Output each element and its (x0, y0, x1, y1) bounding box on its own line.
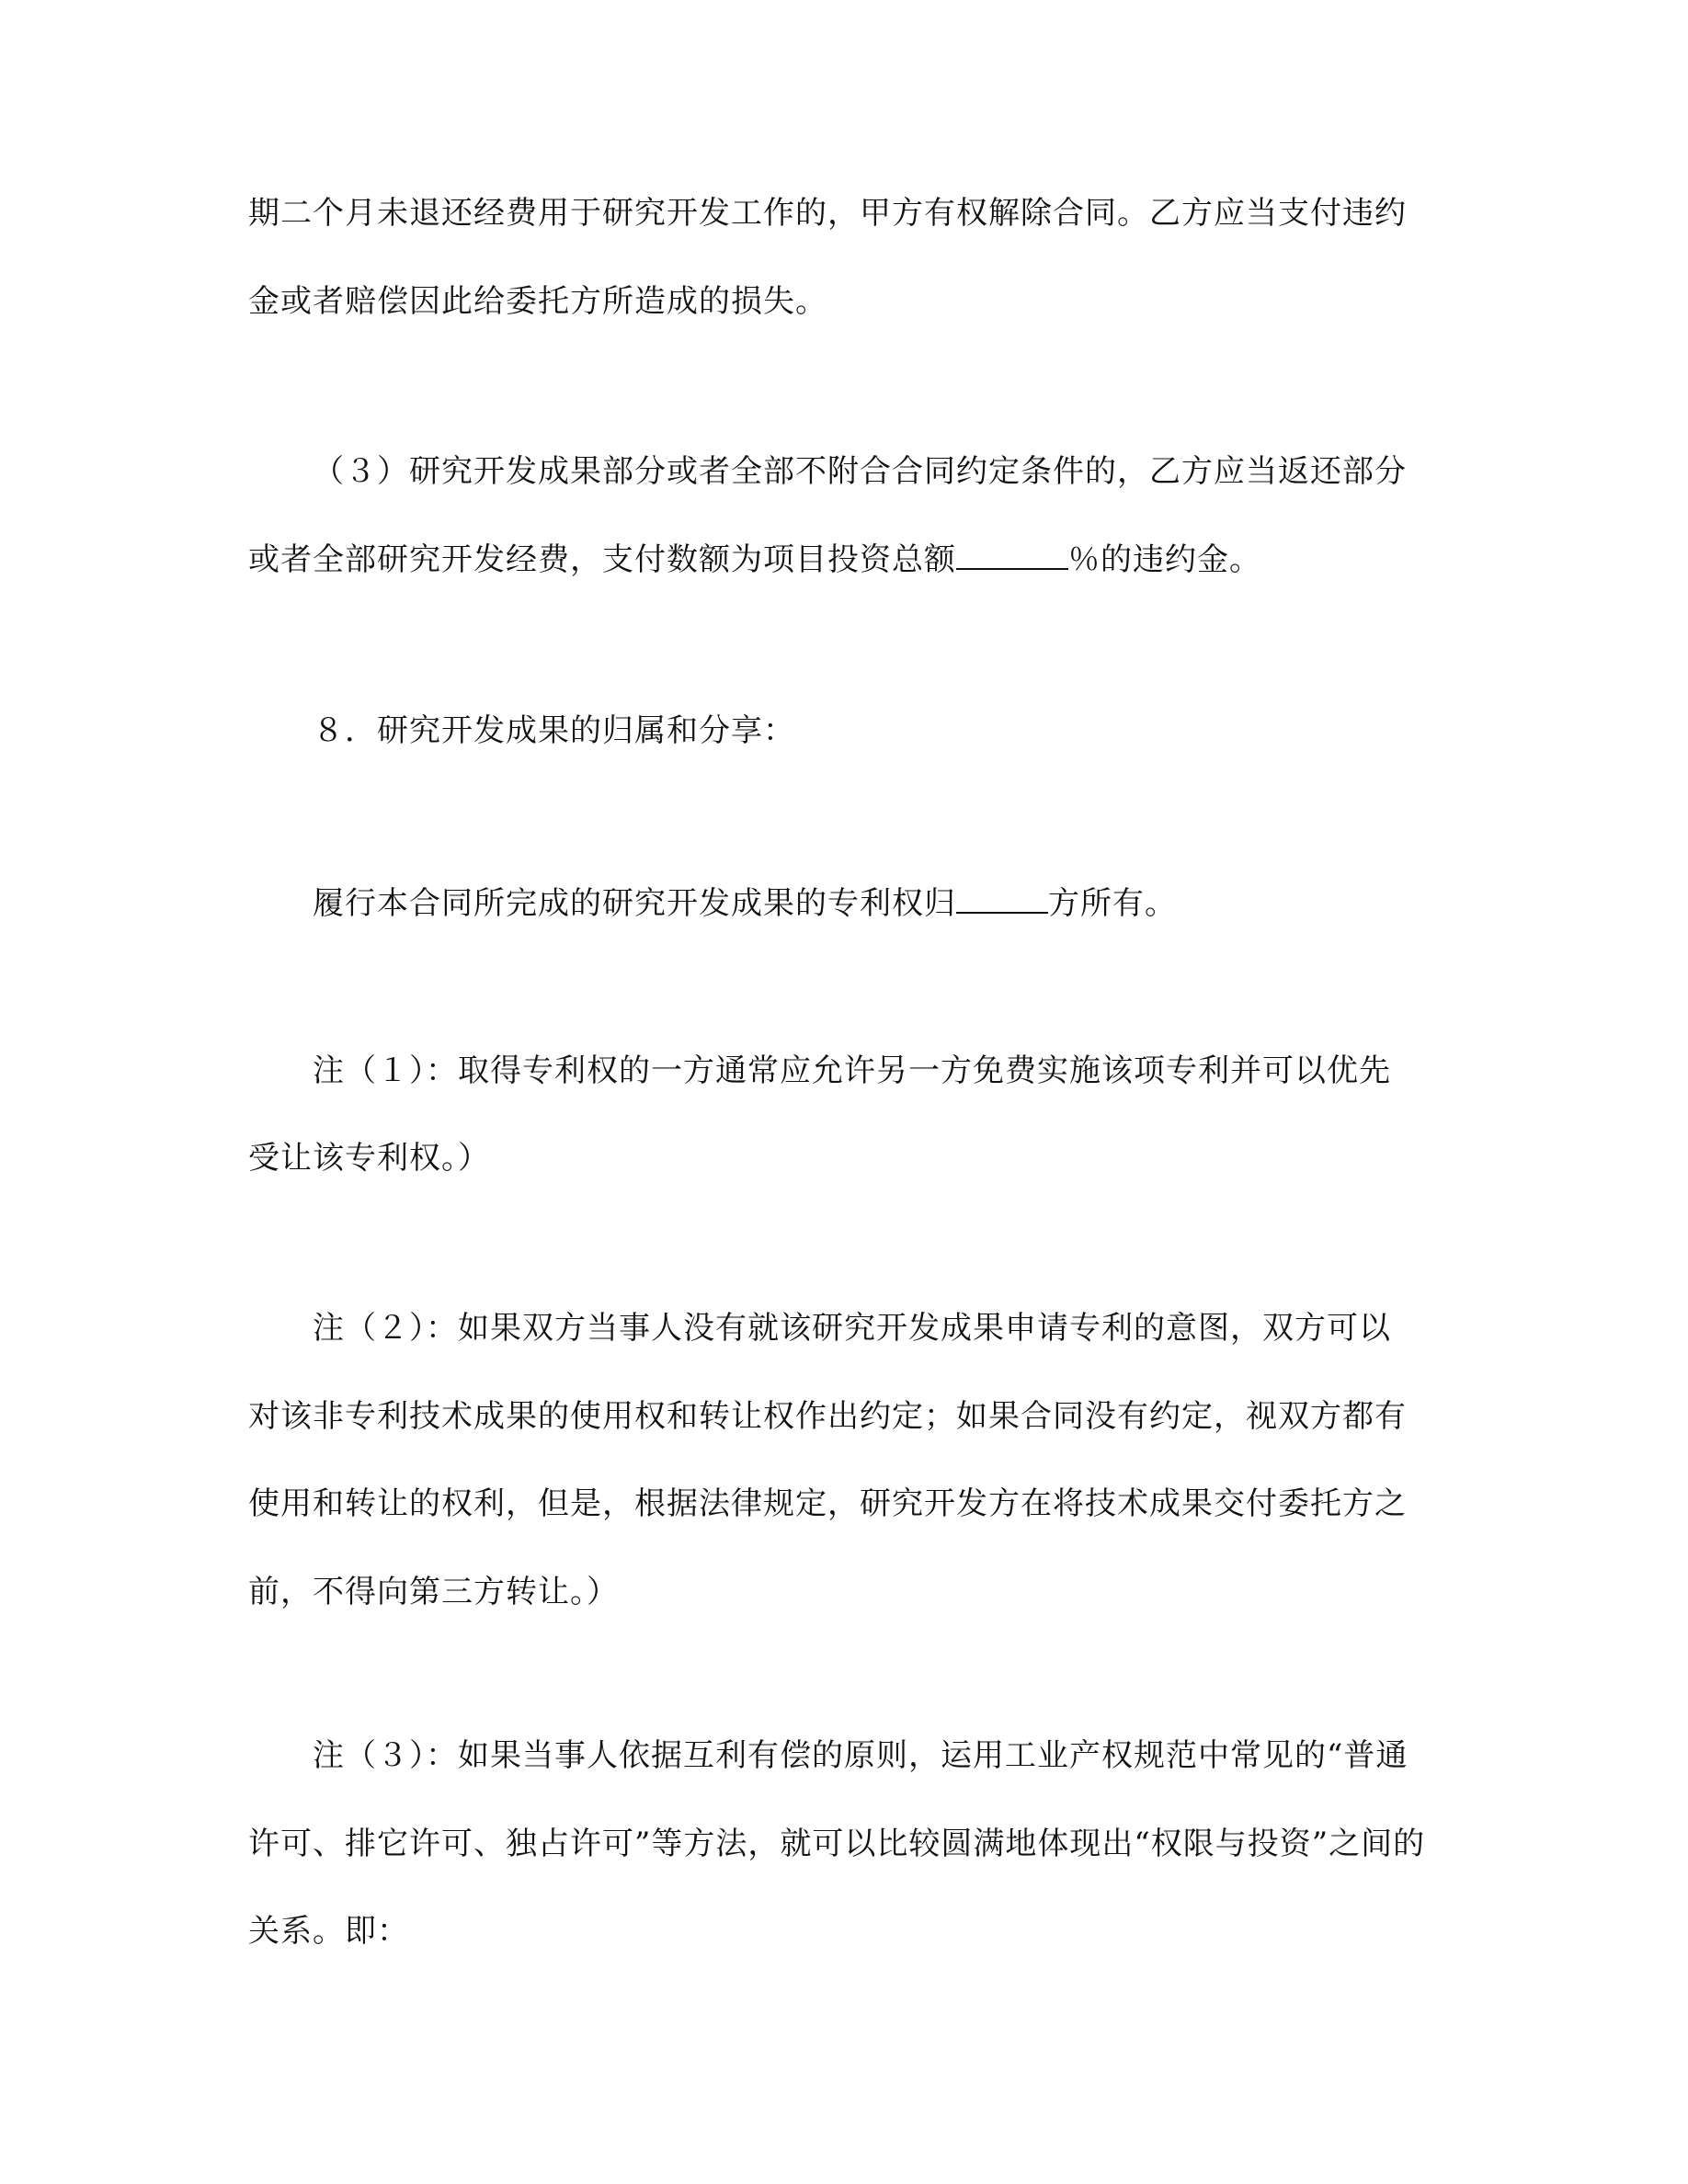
text-line (248, 195, 1443, 232)
line-text: 注（２）：如果双方当事人没有就该研究开发成果申请专利的意图，双方可以 (313, 1310, 1391, 1347)
text-line (248, 1140, 1443, 1177)
line-text: 许可、排它许可、独占许可”等方法，就可以比较圆满地体现出“权限与投资”之间的 (248, 1826, 1426, 1862)
line-text: 期二个月未退还经费用于研究开发工作的，甲方有权解除合同。乙方应当支付违约 (248, 195, 1407, 232)
text-line (248, 1398, 1443, 1435)
text-line (248, 1574, 1443, 1610)
text-line (313, 1310, 1508, 1347)
line-text: （３）研究开发成果部分或者全部不附合合同约定条件的，乙方应当返还部分 (313, 453, 1407, 490)
line-text: ８．研究开发成果的归属和分享： (313, 712, 795, 749)
line-text: 方所有。 (1048, 885, 1177, 922)
text-line (248, 1913, 1443, 1950)
text-line (313, 1052, 1508, 1089)
line-text: 前，不得向第三方转让。） (248, 1574, 619, 1610)
text-line (248, 1485, 1443, 1522)
text-line (248, 540, 1443, 577)
text-line (248, 1826, 1443, 1862)
line-text: 金或者赔偿因此给委托方所造成的损失。 (248, 283, 827, 320)
text-line (313, 884, 1508, 921)
line-text: 或者全部研究开发经费，支付数额为项目投资总额 (248, 541, 956, 578)
text-line (248, 283, 1443, 320)
line-text: ％的违约金。 (1068, 541, 1261, 578)
line-text: 对该非专利技术成果的使用权和转让权作出约定；如果合同没有约定，视双方都有 (248, 1398, 1407, 1435)
line-text: 注（１）：取得专利权的一方通常应允许另一方免费实施该项专利并可以优先 (313, 1052, 1391, 1089)
line-text: 关系。即： (248, 1913, 409, 1950)
line-text: 履行本合同所完成的研究开发成果的专利权归 (313, 885, 956, 922)
fill-in-blank (956, 884, 1048, 914)
text-line (313, 1737, 1508, 1774)
section-heading (313, 712, 1508, 749)
line-text: 注（３）：如果当事人依据互利有偿的原则，运用工业产权规范中常见的“普通 (313, 1737, 1409, 1774)
text-line (313, 453, 1508, 490)
line-text: 使用和转让的权利，但是，根据法律规定，研究开发方在将技术成果交付委托方之 (248, 1485, 1407, 1522)
fill-in-blank (956, 540, 1068, 570)
line-text: 受让该专利权。） (248, 1140, 490, 1177)
